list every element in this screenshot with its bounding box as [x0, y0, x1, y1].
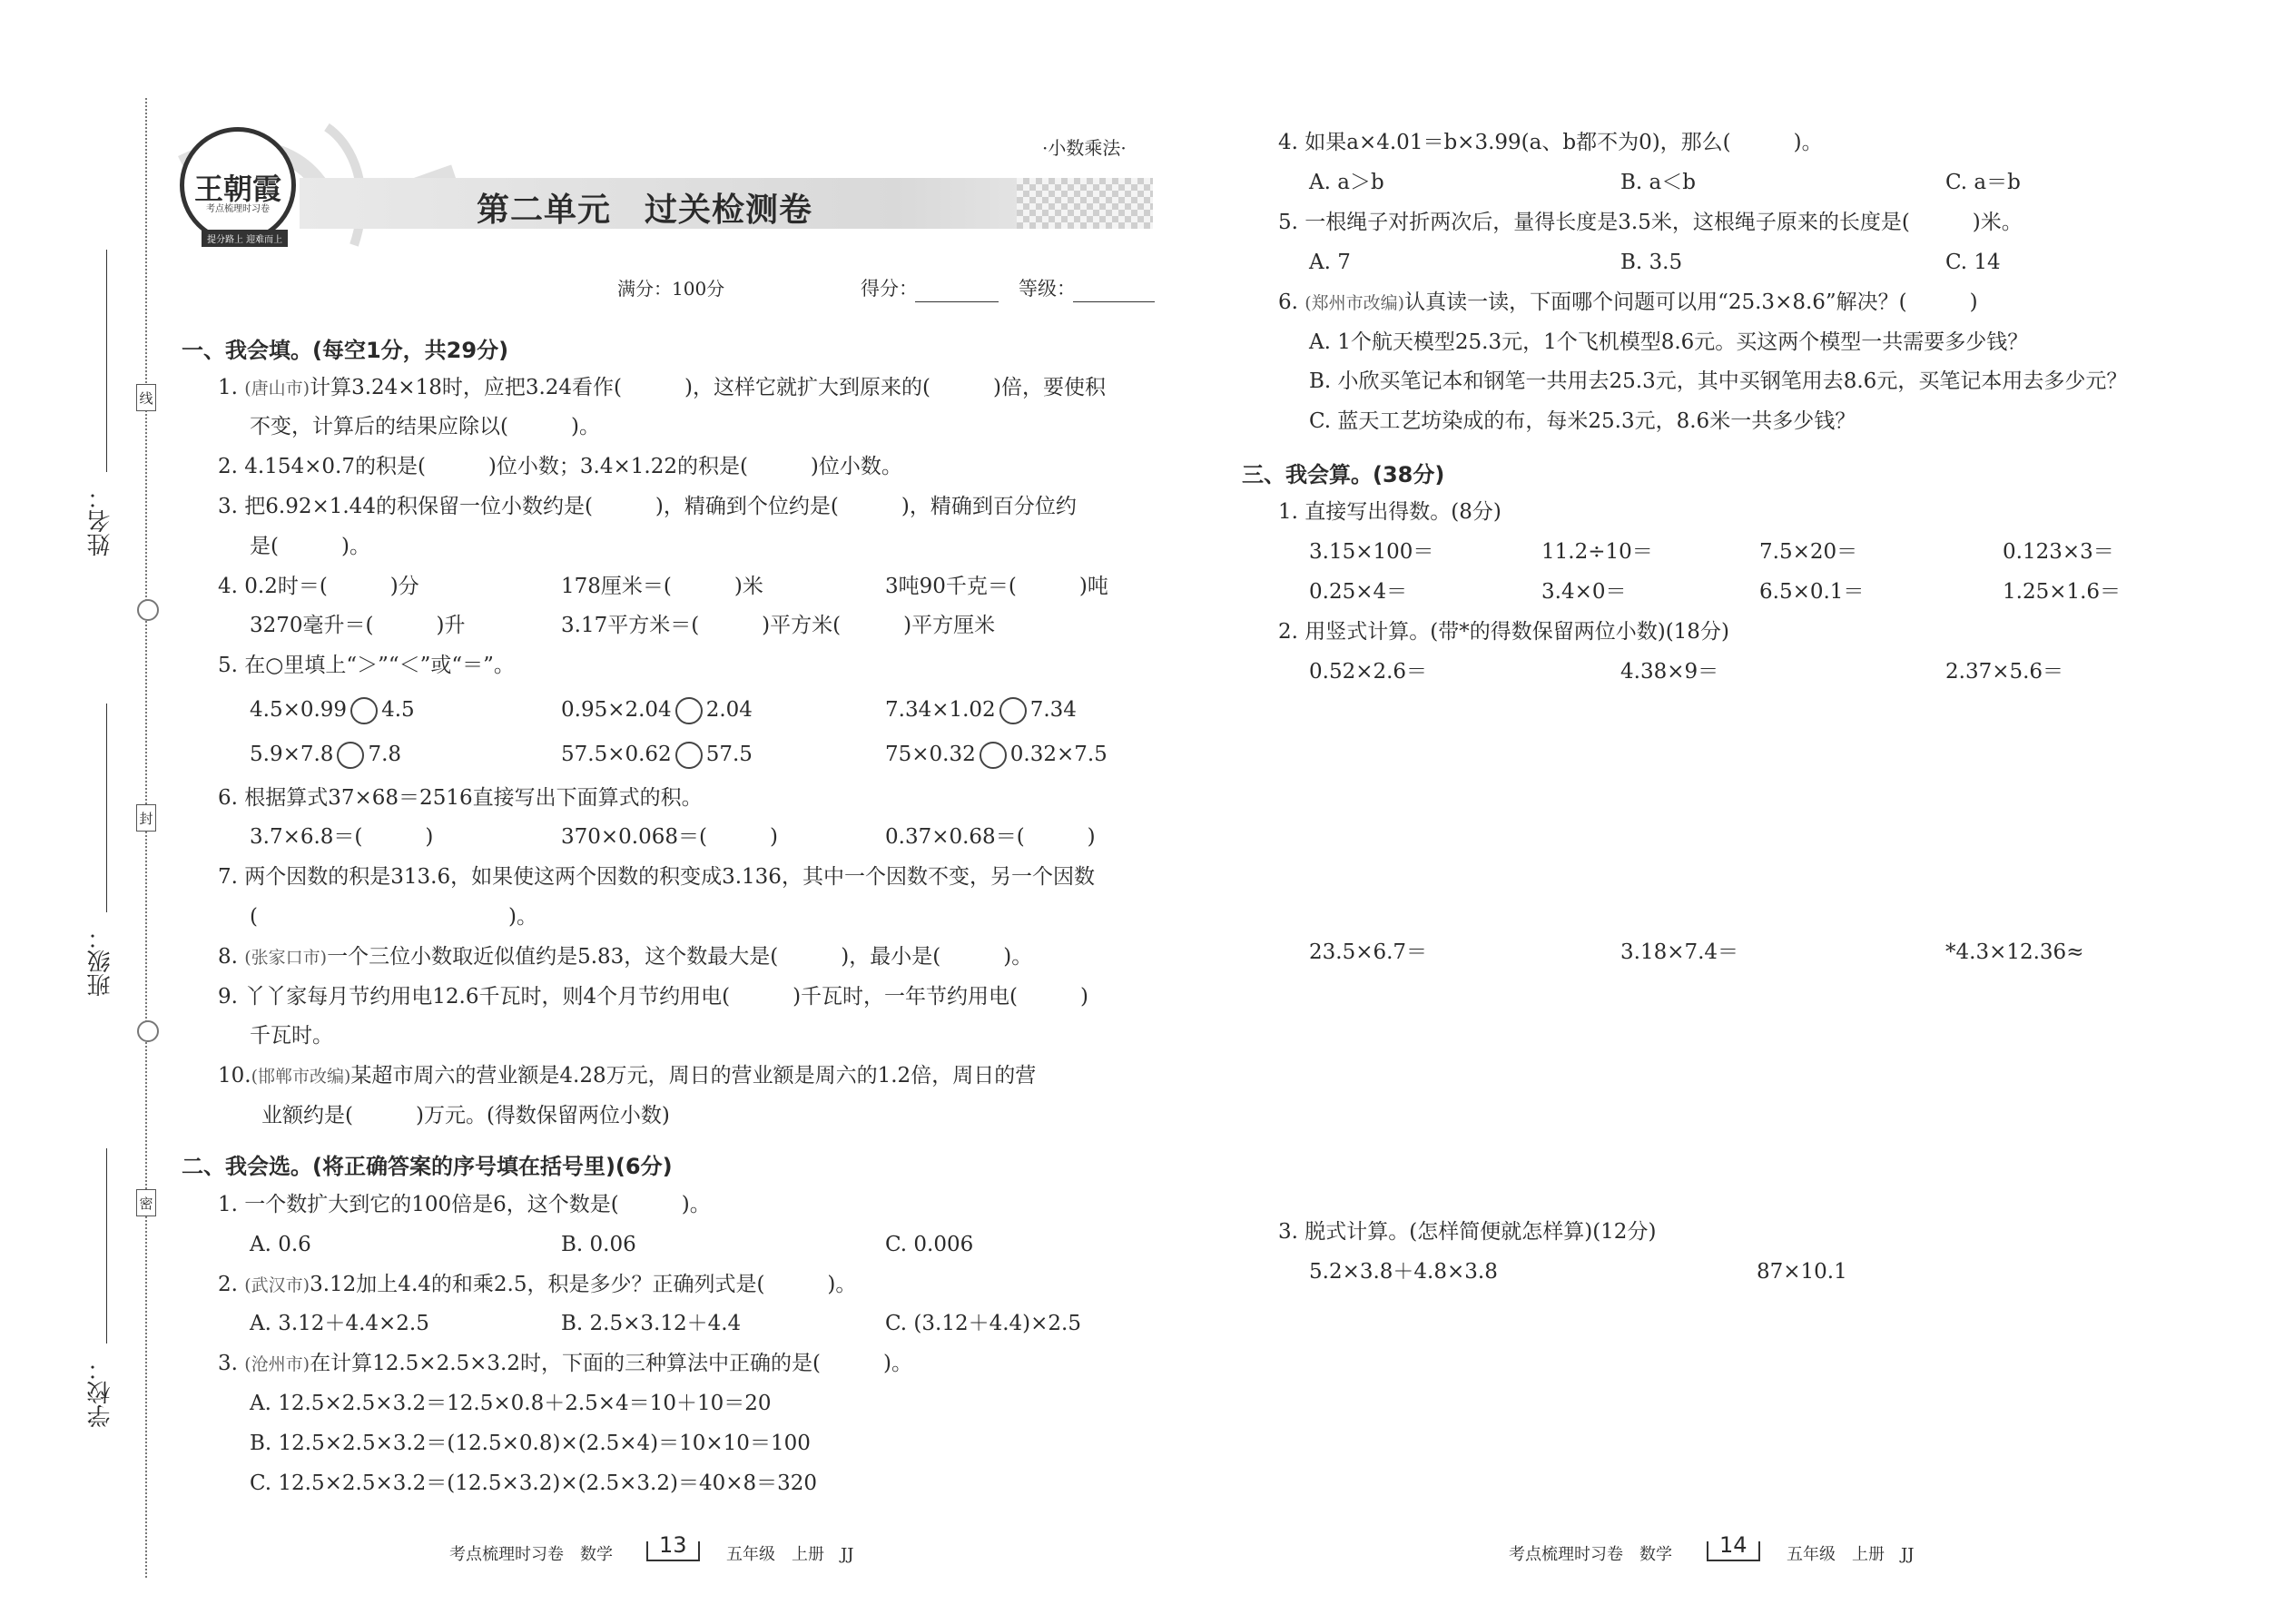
- question-3-3: 3. 脱式计算。(怎样简便就怎样算)(12分): [1278, 1220, 1657, 1244]
- score-field[interactable]: [915, 278, 999, 302]
- page-title: 第二单元 过关检测卷: [477, 192, 813, 229]
- option-a: A. 12.5×2.5×3.2＝12.5×0.8＋2.5×4＝10＋10＝20: [250, 1392, 772, 1415]
- question-3-1: 1. 直接写出得数。(8分): [1278, 500, 1501, 524]
- question-3-2: 2. 用竖式计算。(带*的得数保留两位小数)(18分): [1278, 620, 1729, 644]
- question-1-4a: 4. 0.2时＝( )分: [218, 575, 419, 598]
- option-c: C. 12.5×2.5×3.2＝(12.5×3.2)×(2.5×3.2)＝40×8＝320: [250, 1471, 818, 1495]
- option-b: B. 12.5×2.5×3.2＝(12.5×0.8)×(2.5×4)＝10×10＝100: [250, 1432, 811, 1455]
- calc-item: 0.25×4＝: [1309, 580, 1408, 604]
- question-1-8: 8. (张家口市)一个三位小数取近似值约是5.83，这个数最大是( )，最小是( )。: [218, 945, 1033, 969]
- compare-circle[interactable]: [980, 742, 1007, 769]
- question-2-5: 5. 一根绳子对折两次后，量得长度是3.5米，这根绳子原来的长度是( )米。: [1278, 211, 2023, 234]
- logo-banner: 提分路上 迎难而上: [202, 230, 288, 247]
- calc-item: 3.15×100＝: [1309, 540, 1434, 564]
- compare-item: 4.5×0.99 4.5: [250, 696, 415, 724]
- option-a: A. a＞b: [1309, 171, 1384, 194]
- question-1-6c: 0.37×0.68＝( ): [885, 825, 1096, 849]
- question-1-2: 2. 4.154×0.7的积是( )位小数；3.4×1.22的积是( )位小数。: [218, 455, 902, 478]
- calc-item: 87×10.1: [1757, 1260, 1847, 1284]
- page-number-left: 13: [646, 1532, 700, 1561]
- option-c: C. (3.12＋4.4)×2.5: [885, 1312, 1081, 1335]
- option-c: C. a＝b: [1945, 171, 2021, 194]
- question-1-6: 6. 根据算式37×68＝2516直接写出下面算式的积。: [218, 786, 703, 810]
- grade-field[interactable]: [1073, 278, 1155, 302]
- compare-circle[interactable]: [675, 697, 703, 724]
- calc-item: 4.38×9＝: [1620, 660, 1719, 684]
- question-1-1-cont: 不变，计算后的结果应除以( )。: [250, 415, 600, 438]
- compare-circle[interactable]: [337, 742, 364, 769]
- calc-item: 1.25×1.6＝: [2003, 580, 2122, 604]
- class-write-line[interactable]: [106, 704, 107, 912]
- question-2-1: 1. 一个数扩大到它的100倍是6，这个数是( )。: [218, 1193, 711, 1216]
- question-1-7-cont: ( )。: [250, 905, 537, 929]
- compare-item: 57.5×0.62 57.5: [561, 741, 753, 769]
- compare-item: 7.34×1.02 7.34: [885, 696, 1077, 724]
- question-1-4e: 3.17平方米＝( )平方米( )平方厘米: [561, 614, 996, 637]
- school-write-line[interactable]: [106, 1148, 107, 1343]
- school-label: 学校：: [87, 1357, 114, 1428]
- binding-mark-secret: 密: [136, 1189, 156, 1216]
- question-2-4: 4. 如果a×4.01＝b×3.99(a、b都不为0)，那么( )。: [1278, 131, 1823, 154]
- question-1-6a: 3.7×6.8＝( ): [250, 825, 434, 849]
- question-1-3-cont: 是( )。: [250, 535, 370, 558]
- question-1-6b: 370×0.068＝( ): [561, 825, 778, 849]
- compare-circle[interactable]: [675, 742, 703, 769]
- topic-label: ·小数乘法·: [1042, 137, 1127, 159]
- option-b: B. 小欣买笔记本和钢笔一共用去25.3元，其中买钢笔用去8.6元，买笔记本用去多少元？: [1309, 369, 2128, 393]
- calc-item: *4.3×12.36≈: [1945, 940, 2084, 964]
- question-1-3: 3. 把6.92×1.44的积保留一位小数约是( )，精确到个位约是( )，精确到百分位约: [218, 495, 1077, 518]
- calc-item: 2.37×5.6＝: [1945, 660, 2064, 684]
- binding-hole: [137, 1020, 159, 1042]
- calc-item: 6.5×0.1＝: [1759, 580, 1865, 604]
- calc-item: 7.5×20＝: [1759, 540, 1858, 564]
- page-number-right: 14: [1707, 1532, 1760, 1561]
- option-b: B. 2.5×3.12＋4.4: [561, 1312, 742, 1335]
- question-1-4d: 3270毫升＝( )升: [250, 614, 466, 637]
- option-a: A. 1个航天模型25.3元，1个飞机模型8.6元。买这两个模型一共需要多少钱？: [1309, 330, 2029, 354]
- option-b: B. a＜b: [1620, 171, 1696, 194]
- section-3-heading: 三、我会算。(38分): [1242, 462, 1445, 487]
- calc-item: 0.52×2.6＝: [1309, 660, 1428, 684]
- logo-text: 王朝霞: [193, 172, 281, 206]
- compare-circle[interactable]: [350, 697, 378, 724]
- checker-pattern: [1017, 178, 1153, 229]
- option-b: B. 3.5: [1620, 251, 1683, 274]
- binding-mark-line: 线: [136, 384, 156, 411]
- logo-badge: [180, 127, 296, 243]
- compare-item: 0.95×2.04 2.04: [561, 696, 753, 724]
- section-2-heading: 二、我会选。(将正确答案的序号填在括号里)(6分): [182, 1154, 673, 1179]
- question-1-4c: 3吨90千克＝( )吨: [885, 575, 1108, 598]
- question-1-9: 9. 丫丫家每月节约用电12.6千瓦时，则4个月节约用电( )千瓦时，一年节约用电( ): [218, 985, 1088, 1009]
- calc-item: 3.4×0＝: [1541, 580, 1627, 604]
- question-2-3: 3. (沧州市)在计算12.5×2.5×3.2时，下面的三种算法中正确的是( )。: [218, 1352, 912, 1375]
- question-1-1: 1. (唐山市)计算3.24×18时，应把3.24看作( )，这样它就扩大到原来的( )倍，要使积: [218, 376, 1106, 399]
- question-1-5: 5. 在○里填上“＞”“＜”或“＝”。: [218, 654, 515, 677]
- question-1-9-cont: 千瓦时。: [250, 1024, 333, 1048]
- option-b: B. 0.06: [561, 1233, 636, 1256]
- name-label: 姓名：: [87, 486, 114, 556]
- logo-tagline: 考点梳理时习卷: [206, 204, 270, 214]
- class-label: 班级：: [87, 926, 114, 997]
- section-1-heading: 一、我会填。(每空1分，共29分): [182, 338, 509, 363]
- option-c: C. 14: [1945, 251, 2001, 274]
- question-1-10-cont: 业额约是( )万元。(得数保留两位小数): [261, 1104, 670, 1127]
- footer-right-grade: 五年级 上册 JJ: [1787, 1545, 1915, 1564]
- question-2-2: 2. (武汉市)3.12加上4.4的和乘2.5，积是多少？正确列式是( )。: [218, 1273, 857, 1296]
- binding-hole: [137, 599, 159, 621]
- compare-circle[interactable]: [999, 697, 1027, 724]
- calc-item: 3.18×7.4＝: [1620, 940, 1739, 964]
- calc-item: 23.5×6.7＝: [1309, 940, 1428, 964]
- name-write-line[interactable]: [106, 250, 107, 472]
- compare-item: 75×0.32 0.32×7.5: [885, 741, 1108, 769]
- calc-item: 11.2÷10＝: [1541, 540, 1653, 564]
- option-c: C. 0.006: [885, 1233, 974, 1256]
- binding-dotted-line: [145, 98, 147, 1578]
- question-1-4b: 178厘米＝( )米: [561, 575, 763, 598]
- question-2-6: 6. (郑州市改编)认真读一读，下面哪个问题可以用“25.3×8.6”解决？( ): [1278, 290, 1978, 314]
- footer-left-grade: 五年级 上册 JJ: [726, 1545, 854, 1564]
- footer-left-text: 考点梳理时习卷 数学: [449, 1545, 613, 1564]
- option-a: A. 0.6: [250, 1233, 311, 1256]
- question-1-10: 10.(邯郸市改编)某超市周六的营业额是4.28万元，周日的营业额是周六的1.2倍，周日的营: [218, 1064, 1037, 1088]
- option-c: C. 蓝天工艺坊染成的布，每米25.3元，8.6米一共多少钱？: [1309, 409, 1856, 433]
- binding-mark-seal: 封: [136, 804, 156, 832]
- grade-label: 等级：: [1019, 278, 1076, 300]
- option-a: A. 3.12＋4.4×2.5: [250, 1312, 429, 1335]
- footer-right-text: 考点梳理时习卷 数学: [1509, 1545, 1672, 1564]
- compare-item: 5.9×7.8 7.8: [250, 741, 401, 769]
- full-score: 满分：100分: [617, 278, 725, 300]
- score-label: 得分：: [861, 278, 918, 300]
- calc-item: 5.2×3.8＋4.8×3.8: [1309, 1260, 1498, 1284]
- calc-item: 0.123×3＝: [2003, 540, 2114, 564]
- question-1-7: 7. 两个因数的积是313.6，如果使这两个因数的积变成3.136，其中一个因数不变，另一个因数: [218, 865, 1095, 889]
- option-a: A. 7: [1309, 251, 1351, 274]
